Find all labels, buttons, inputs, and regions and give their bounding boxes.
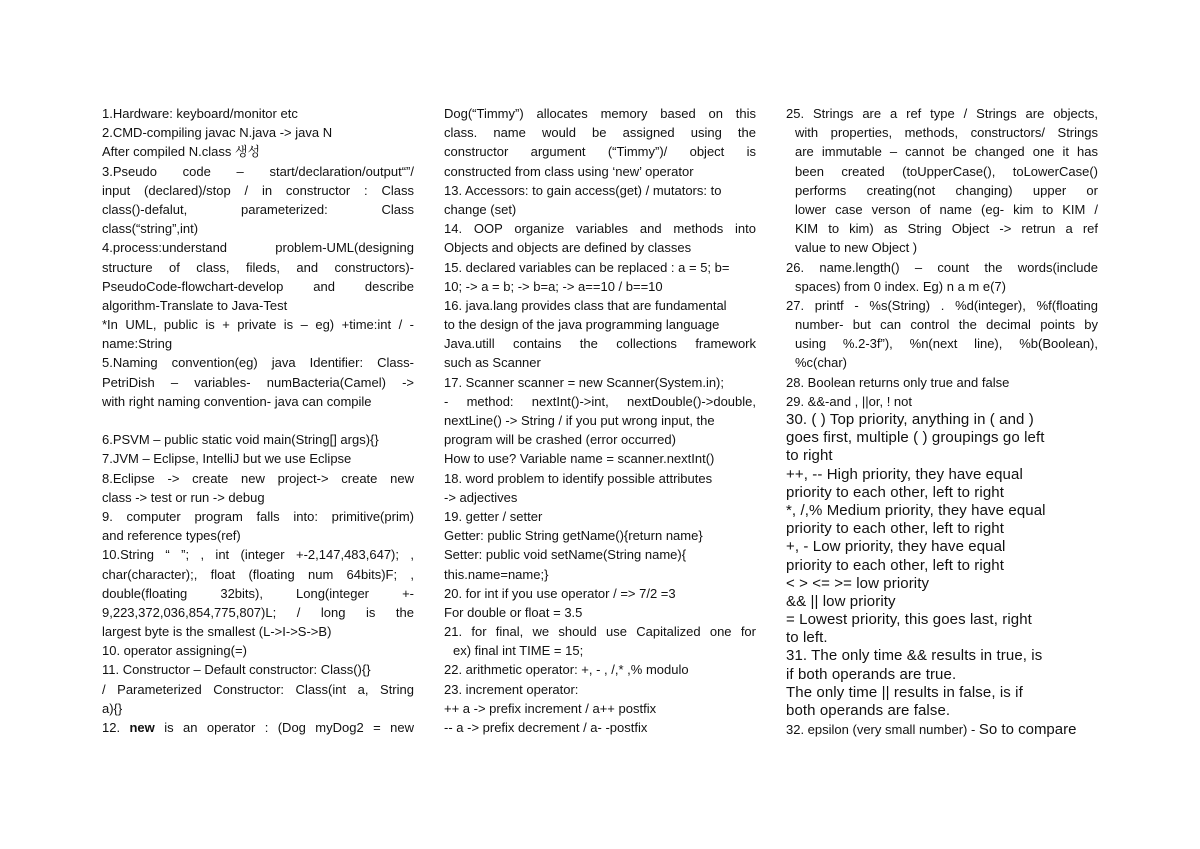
note-text-large: So to compare — [978, 720, 1077, 738]
note-line: %c(char) — [795, 355, 848, 371]
note-line-large: priority to each other, left to right — [786, 556, 1004, 574]
note-line-new-operator — [102, 718, 414, 737]
note-line: 7.JVM – Eclipse, IntelliJ but we use Eclipse — [102, 451, 352, 467]
note-line: 28. Boolean returns only true and false — [786, 374, 1010, 390]
note-line: class(“string”,int) — [102, 221, 199, 237]
note-line: nextLine() -> String / if you put wrong input, the — [444, 413, 715, 428]
note-line: 6.PSVM – public static void main(String[] args){} — [102, 432, 379, 448]
note-line-large: if both operands are true. — [786, 665, 957, 683]
note-line: with properties, methods, constructors/ Strings — [795, 125, 1098, 141]
note-line: 9. computer program falls into: primitive(prim) — [102, 508, 414, 524]
note-line-large: < > <= >= low priority — [786, 574, 930, 592]
note-line-large: to left. — [786, 629, 828, 647]
note-line: class. name would be assigned using the — [444, 125, 756, 141]
notes-column-2 — [444, 104, 756, 737]
note-line-large: = Lowest priority, this goes last, right — [786, 611, 1032, 629]
note-line: input (declared)/stop / in constructor : Class — [102, 182, 414, 198]
note-line: such as Scanner — [444, 355, 541, 371]
note-line: -> adjectives — [444, 489, 518, 505]
note-line: 13. Accessors: to gain access(get) / mutators: to — [444, 182, 722, 198]
note-line: 10.String “ ”; , int (integer +-2,147,483,647); , — [102, 547, 414, 563]
note-line: 8.Eclipse -> create new project-> create new — [102, 470, 414, 486]
note-line-large: priority to each other, left to right — [786, 483, 1004, 501]
note-line: KIM to kim) as String Object -> retrun a ref — [795, 221, 1098, 237]
note-line: 16. java.lang provides class that are fundamental — [444, 297, 727, 313]
note-text: is an operator : (Dog myDog2 = new — [154, 720, 414, 735]
note-line-large: ++, -- High priority, they have equal — [786, 465, 1023, 483]
note-line: Objects and objects are defined by classes — [444, 240, 692, 256]
note-line: with right naming convention- java can compile — [102, 393, 372, 409]
note-line: using %.2-3f”), %n(next line), %b(Boolean), — [795, 336, 1098, 352]
note-line: 21. for final, we should use Capitalized one for — [444, 624, 756, 640]
note-line-large: priority to each other, left to right — [786, 520, 1004, 538]
note-line: PseudoCode-flowchart-develop and describe — [102, 278, 414, 294]
note-line-large: && || low priority — [786, 592, 896, 610]
note-line: 4.process:understand problem-UML(designing — [102, 240, 414, 256]
note-line: 18. word problem to identify possible attributes — [444, 470, 713, 486]
note-line: lower case verson of name (eg- kim to KIM / — [795, 201, 1098, 217]
note-line: ++ a -> prefix increment / a++ postfix — [444, 700, 657, 716]
note-line: class()-defalut, parameterized: Class — [102, 201, 414, 217]
note-line: 5.Naming convention(eg) java Identifier: Class- — [102, 355, 414, 371]
note-line: and reference types(ref) — [102, 528, 241, 544]
notes-column-3 — [786, 104, 1098, 739]
note-line: 19. getter / setter — [444, 508, 543, 524]
note-line: constructor argument (“Timmy”)/ object is — [444, 144, 756, 160]
note-line: - method: nextInt()->int, nextDouble()->double, — [444, 393, 756, 409]
note-line: 2.CMD-compiling javac N.java -> java N — [102, 125, 333, 141]
note-line: For double or float = 3.5 — [444, 604, 583, 620]
note-line: 1.Hardware: keyboard/monitor etc — [102, 106, 298, 121]
note-line: program will be crashed (error occurred) — [444, 432, 676, 448]
note-line: Getter: public String getName(){return name} — [444, 528, 703, 544]
note-line: 20. for int if you use operator / => 7/2 =3 — [444, 585, 676, 601]
note-line: 11. Constructor – Default constructor: Class(){} — [102, 662, 371, 678]
note-line: -- a -> prefix decrement / a- -postfix — [444, 720, 648, 735]
note-line: number- but can control the decimal points by — [795, 317, 1098, 333]
note-line: ex) final int TIME = 15; — [453, 643, 584, 659]
note-line-large: 31. The only time && results in true, is — [786, 647, 1043, 665]
note-line: *In UML, public is + private is – eg) +time:int / - — [102, 317, 414, 333]
note-line-large: to right — [786, 447, 833, 465]
note-line: 26. name.length() – count the words(include — [786, 259, 1098, 275]
note-line: PetriDish – variables- numBacteria(Camel) -> — [102, 374, 414, 390]
note-line-large: goes first, multiple ( ) groupings go left — [786, 429, 1045, 447]
note-line: 29. &&-and , ||or, ! not — [786, 393, 912, 409]
note-line: class -> test or run -> debug — [102, 489, 265, 505]
note-line: spaces) from 0 index. Eg) n a m e(7) — [795, 278, 1006, 294]
note-line: 10. operator assigning(=) — [102, 643, 247, 659]
note-line: Dog(“Timmy”) allocates memory based on this — [444, 106, 756, 121]
note-line: 22. arithmetic operator: +, - , /,* ,% modulo — [444, 662, 689, 678]
note-line: How to use? Variable name = scanner.nextInt() — [444, 451, 715, 467]
note-line: a){} — [102, 700, 123, 716]
note-line: to the design of the java programming language — [444, 317, 720, 333]
note-line: After compiled N.class 생성 — [102, 144, 261, 160]
note-line-large: *, /,% Medium priority, they have equal — [786, 501, 1046, 519]
note-line: constructed from class using ‘new’ operator — [444, 163, 694, 179]
note-line: structure of class, fileds, and constructors)- — [102, 259, 414, 275]
note-line: algorithm-Translate to Java-Test — [102, 297, 288, 313]
note-line: Setter: public void setName(String name){ — [444, 547, 687, 563]
note-line-large: 30. ( ) Top priority, anything in ( and ) — [786, 411, 1034, 428]
note-text: 32. epsilon (very small number) - — [786, 721, 979, 737]
item-number: 12. — [102, 720, 130, 735]
note-line: 9,223,372,036,854,775,807)L; / long is the — [102, 604, 414, 620]
note-line: 14. OOP organize variables and methods into — [444, 221, 756, 237]
note-line: Java.utill contains the collections framework — [444, 336, 756, 352]
note-line: double(floating 32bits), Long(integer +- — [102, 585, 414, 601]
new-keyword: new — [129, 720, 155, 735]
note-line: 25. Strings are a ref type / Strings are objects, — [786, 106, 1098, 121]
note-line: are immutable – cannot be changed one it has — [795, 144, 1098, 160]
note-line: this.name=name;} — [444, 566, 549, 582]
note-line: 15. declared variables can be replaced : a = 5; b= — [444, 259, 730, 275]
note-line: name:String — [102, 336, 173, 352]
blank-line — [102, 411, 414, 430]
note-line: performs creating(not changing) upper or — [795, 182, 1098, 198]
note-line: char(character);, float (floating num 64bits)F; , — [102, 566, 414, 582]
note-line: 23. increment operator: — [444, 681, 579, 697]
note-line: 10; -> a = b; -> b=a; -> a==10 / b==10 — [444, 278, 663, 294]
note-line: 3.Pseudo code – start/declaration/output“”/ — [102, 163, 414, 179]
note-line: change (set) — [444, 201, 517, 217]
note-line: 27. printf - %s(String) . %d(integer), %f(floating — [786, 297, 1098, 313]
note-line-large: The only time || results in false, is if — [786, 683, 1023, 701]
note-line: largest byte is the smallest (L->I->S->B) — [102, 624, 332, 640]
note-line-epsilon — [786, 720, 1098, 739]
note-line: / Parameterized Constructor: Class(int a, String — [102, 681, 414, 697]
note-line-large: +, - Low priority, they have equal — [786, 538, 1006, 556]
note-line: been created (toUpperCase(), toLowerCase() — [795, 163, 1098, 179]
note-line-large: both operands are false. — [786, 702, 951, 719]
notes-column-1 — [102, 104, 414, 737]
note-line: value to new Object ) — [795, 240, 918, 256]
note-line: 17. Scanner scanner = new Scanner(System.in); — [444, 374, 725, 390]
